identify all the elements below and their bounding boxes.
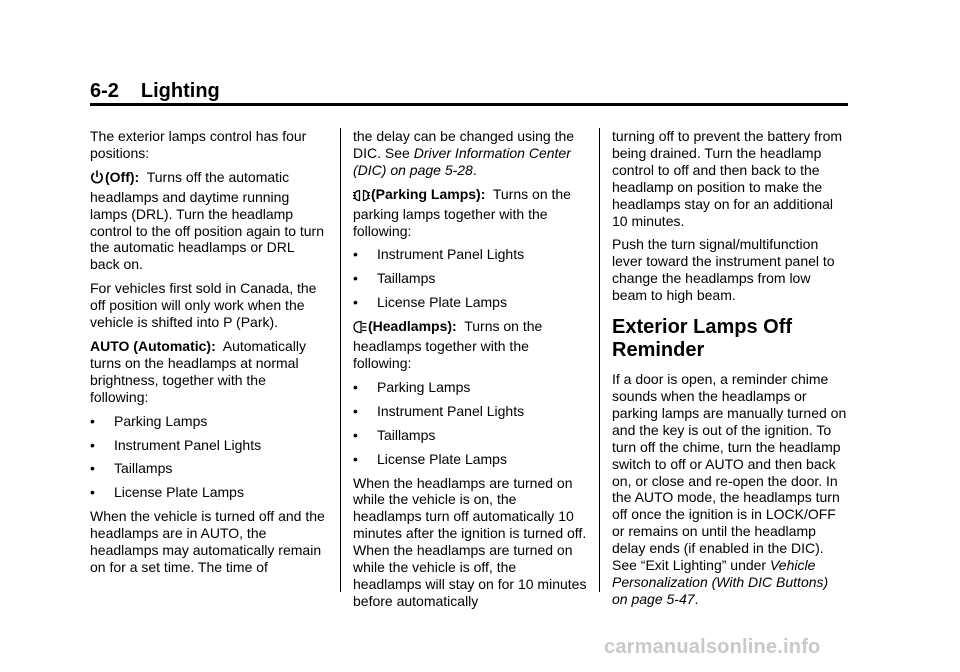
parking-lamps-label: (Parking Lamps): <box>371 185 486 202</box>
bullet-icon: • <box>353 270 358 287</box>
reminder-paragraph: If a door is open, a reminder chime sounds when the headlamps or parking lamps are manually turned on and the key is out of the ignition. To turn off the chime, turn the headlamp switch to off or AUTO and then back on, or close and re-open the door. In the AUTO mode, the headlamps turn off once the ignition is in LOCK/OFF or remains on until the headlamp delay ends (if enabled in the DIC). See “Exit Lighting” under Vehicle Personalization (With DIC Buttons) on page 5-47. <box>612 371 847 607</box>
headlamps-label: (Headlamps): <box>368 318 457 335</box>
list-item: • Parking Lamps <box>353 378 471 395</box>
column-1 <box>90 128 325 583</box>
auto-text: Automatically turns on the headlamps at normal brightness, together with the following: <box>90 337 307 405</box>
column-2 <box>353 128 588 617</box>
parking-lamps-icon <box>353 189 370 206</box>
list-item: • Taillamps <box>353 426 436 443</box>
bullet-icon: • <box>90 412 95 429</box>
bullet-icon: • <box>353 378 358 395</box>
dic-reference-link[interactable]: Driver Information Center (DIC) on page 5-28 <box>353 144 571 178</box>
parking-paragraph <box>353 186 588 240</box>
canada-paragraph: For vehicles first sold in Canada, the off position will only work when the vehicle is shifted into P (Park). <box>90 280 317 331</box>
bullet-icon: • <box>353 450 358 467</box>
list-item: • Parking Lamps <box>90 412 208 429</box>
header-rule <box>90 103 848 106</box>
bullet-icon: • <box>353 402 358 419</box>
parking-lamps-text: Turns on the parking lamps together with the following: <box>353 185 571 239</box>
list-item: • Taillamps <box>353 270 436 287</box>
column-3 <box>612 128 847 615</box>
section-heading: Exterior Lamps Off Reminder <box>612 316 793 362</box>
vehicle-personalization-link[interactable]: Vehicle Personalization (With DIC Buttons) on page 5-47 <box>612 557 829 607</box>
battery-paragraph: turning off to prevent the battery from being drained. Turn the headlamp control to off and then back to the headlamp on position to make the headlamps stay on for an additional 10 minutes. <box>612 128 843 229</box>
off-label: (Off): <box>105 168 140 185</box>
column-divider <box>340 128 341 592</box>
column-divider <box>599 128 600 592</box>
off-paragraph <box>90 169 325 273</box>
headlamps-text: Turns on the headlamps together with the following: <box>353 318 543 371</box>
watermark: carmanualsonline.info <box>604 636 821 658</box>
section-title: Lighting <box>140 80 220 102</box>
list-item: • Instrument Panel Lights <box>90 436 262 453</box>
headlamp-timer-paragraph: When the headlamps are turned on while the vehicle is on, the headlamps turn off automatically 10 minutes after the ignition is turned off. When the headlamps are turned on while the vehicle is off, the headlamps will stay on for 10 minutes before automatically <box>353 474 587 609</box>
intro-paragraph: The exterior lamps control has four positions: <box>90 128 307 161</box>
bullet-icon: • <box>353 426 358 443</box>
delay-paragraph: the delay can be changed using the DIC. See Driver Information Center (DIC) on page 5-28. <box>353 128 575 178</box>
auto-timer-paragraph: When the vehicle is turned off and the headlamps are in AUTO, the headlamps may automatically remain on for a set time. The time of <box>90 508 325 575</box>
bullet-icon: • <box>90 436 95 453</box>
list-item: • Taillamps <box>90 460 173 477</box>
high-beam-paragraph: Push the turn signal/multifunction lever toward the instrument panel to change the headlamps from low beam to high beam. <box>612 236 835 304</box>
power-icon <box>90 170 104 189</box>
bullet-icon: • <box>353 294 358 311</box>
list-item: • Instrument Panel Lights <box>353 402 525 419</box>
page-header <box>90 80 220 103</box>
auto-paragraph <box>90 338 325 406</box>
headlamp-icon <box>353 320 367 338</box>
bullet-icon: • <box>90 460 95 477</box>
bullet-icon: • <box>90 484 95 501</box>
list-item: • License Plate Lamps <box>90 484 244 501</box>
headlamps-paragraph <box>353 318 588 372</box>
page-number: 6-2 <box>90 80 119 102</box>
bullet-icon: • <box>353 246 358 263</box>
auto-label: AUTO (Automatic): <box>90 337 216 354</box>
list-item: • License Plate Lamps <box>353 450 507 467</box>
list-item: • Instrument Panel Lights <box>353 246 525 263</box>
off-text: Turns off the automatic headlamps and daytime running lamps (DRL). Turn the headlamp control to the off position again to turn the automatic headlamps or DRL back on. <box>90 168 325 273</box>
list-item: • License Plate Lamps <box>353 294 507 311</box>
